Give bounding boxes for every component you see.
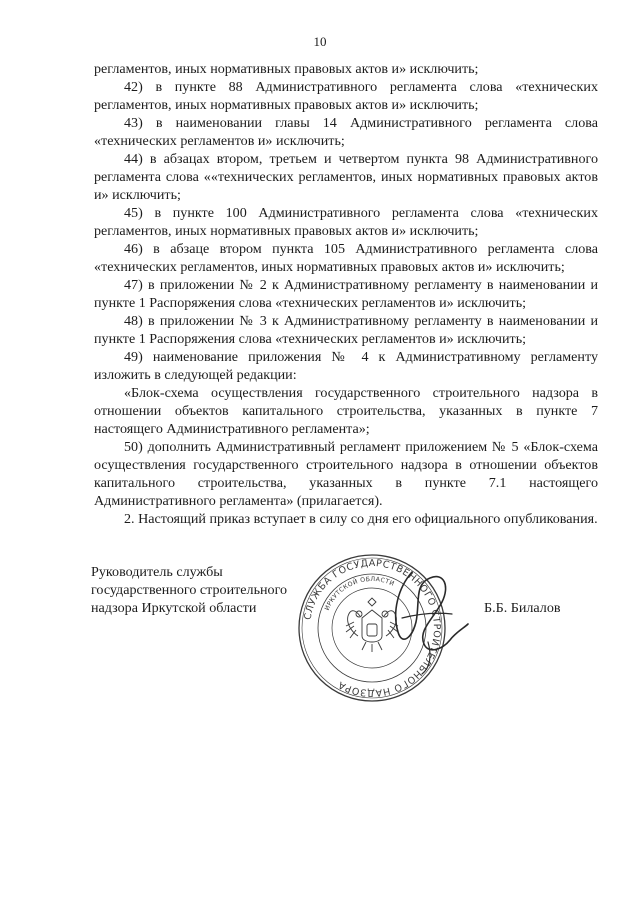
signer-position [91, 563, 287, 617]
paragraph-item-49: 49) наименование приложения № 4 к Административному регламенту изложить в следующей редакции: [94, 349, 598, 383]
paragraph-item-42: 42) в пункте 88 Административного регламента слова «технических регламентов, иных нормативных правовых актов и» исключить; [94, 79, 598, 113]
seal-inner-text: ИРКУТСКОЙ ОБЛАСТИ [323, 575, 396, 612]
signer-name: Б.Б. Билалов [484, 600, 561, 616]
signer-position-line: Руководитель службы [91, 564, 223, 580]
document-body [94, 60, 598, 528]
paragraph-item-48: 48) в приложении № 3 к Административному регламенту в наименовании и пункте 1 Распоряжения слова «технических регламентов и» исключить; [94, 313, 598, 347]
signer-position-line: надзора Иркутской области [91, 600, 257, 616]
paragraph-continuation: регламентов, иных нормативных правовых актов и» исключить; [94, 61, 479, 77]
handwritten-signature [372, 558, 472, 678]
paragraph-item-43: 43) в наименовании главы 14 Административного регламента слова «технических регламентов и» исключить; [94, 115, 598, 149]
paragraph-order-effective: 2. Настоящий приказ вступает в силу со дня его официального опубликования. [124, 511, 598, 527]
paragraph-item-47: 47) в приложении № 2 к Административному регламенту в наименовании и пункте 1 Распоряжения слова «технических регламентов и» исключить; [94, 277, 598, 311]
paragraph-quote-new-title: «Блок-схема осуществления государственного строительного надзора в отношении объектов капитального строительства, указанных в пункте 7 настоящего Административного регламента»; [94, 385, 598, 437]
paragraph-item-50: 50) дополнить Административный регламент приложением № 5 «Блок-схема осуществления государственного строительного надзора в отношении объектов капитального строительства, указанных в пункте 7.1 настоящего Административного регламента» (прилагается). [94, 439, 598, 509]
paragraph-item-44: 44) в абзацах втором, третьем и четвертом пункта 98 Административного регламента слова ««технических регламентов, иных нормативных правовых актов и» исключить; [94, 151, 598, 203]
paragraph-item-46: 46) в абзаце втором пункта 105 Административного регламента слова «технических регламентов, иных нормативных правовых актов и» исключить; [94, 241, 598, 275]
seal-outer-text: СЛУЖБА ГОСУДАРСТВЕННОГО СТРОИТЕЛЬНОГО НАДЗОРА [302, 557, 443, 699]
paragraph-item-45: 45) в пункте 100 Административного регламента слова «технических регламентов, иных нормативных правовых актов и» исключить; [94, 205, 598, 239]
signer-position-line: государственного строительного [91, 582, 288, 598]
page-number: 10 [313, 34, 327, 49]
